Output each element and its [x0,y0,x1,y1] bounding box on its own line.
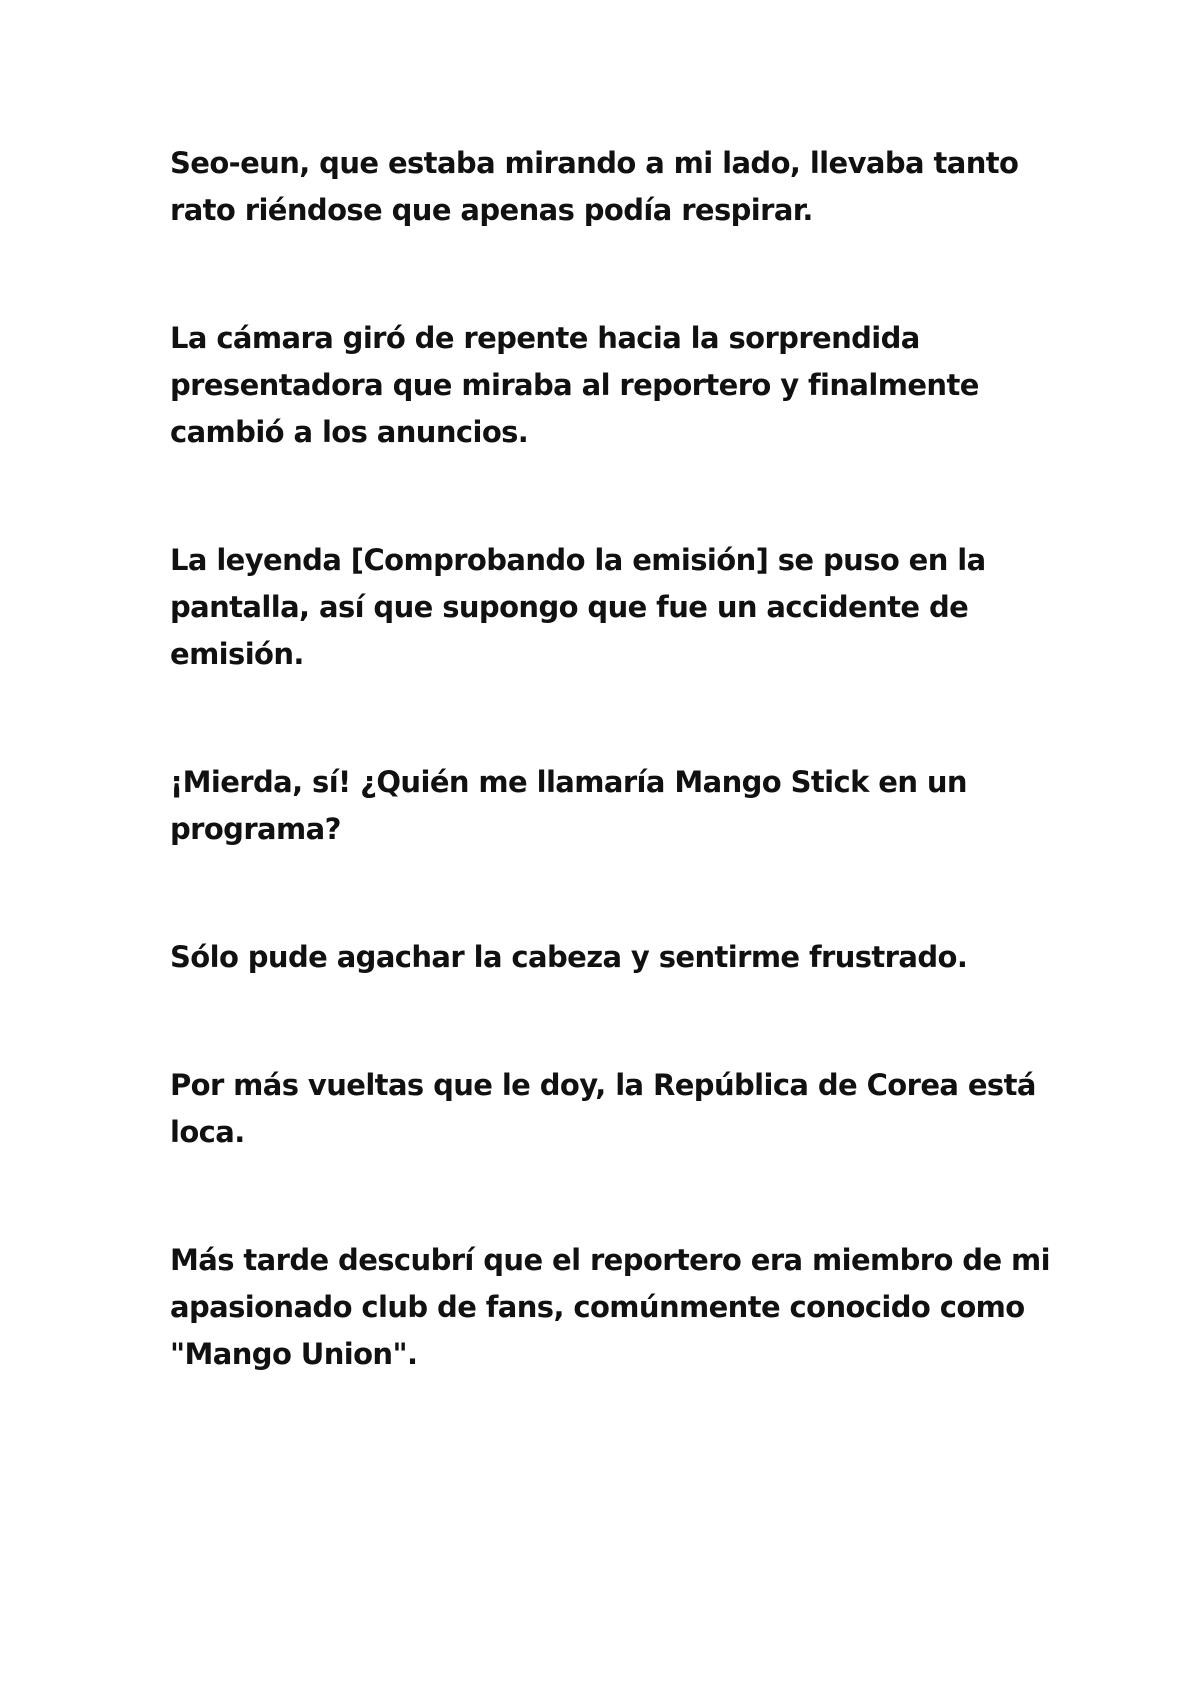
paragraph-3: La leyenda [Comprobando la emisión] se puso en la pantalla, así que supongo que fue un accidente de emisión. [170,543,986,671]
paragraph-7: Más tarde descubrí que el reportero era miembro de mi apasionado club de fans, comúnmente conocido como "Mango Union". [170,1243,1050,1371]
paragraph-6: Por más vueltas que le doy, la República de Corea está loca. [170,1068,1036,1149]
paragraph-5: Sólo pude agachar la cabeza y sentirme frustrado. [170,940,968,974]
paragraph-4: ¡Mierda, sí! ¿Quién me llamaría Mango Stick en un programa? [170,765,967,846]
paragraph-1: Seo-eun, que estaba mirando a mi lado, llevaba tanto rato riéndose que apenas podía respirar. [170,146,1019,227]
paragraph-2: La cámara giró de repente hacia la sorprendida presentadora que miraba al reportero y finalmente cambió a los anuncios. [170,321,979,449]
